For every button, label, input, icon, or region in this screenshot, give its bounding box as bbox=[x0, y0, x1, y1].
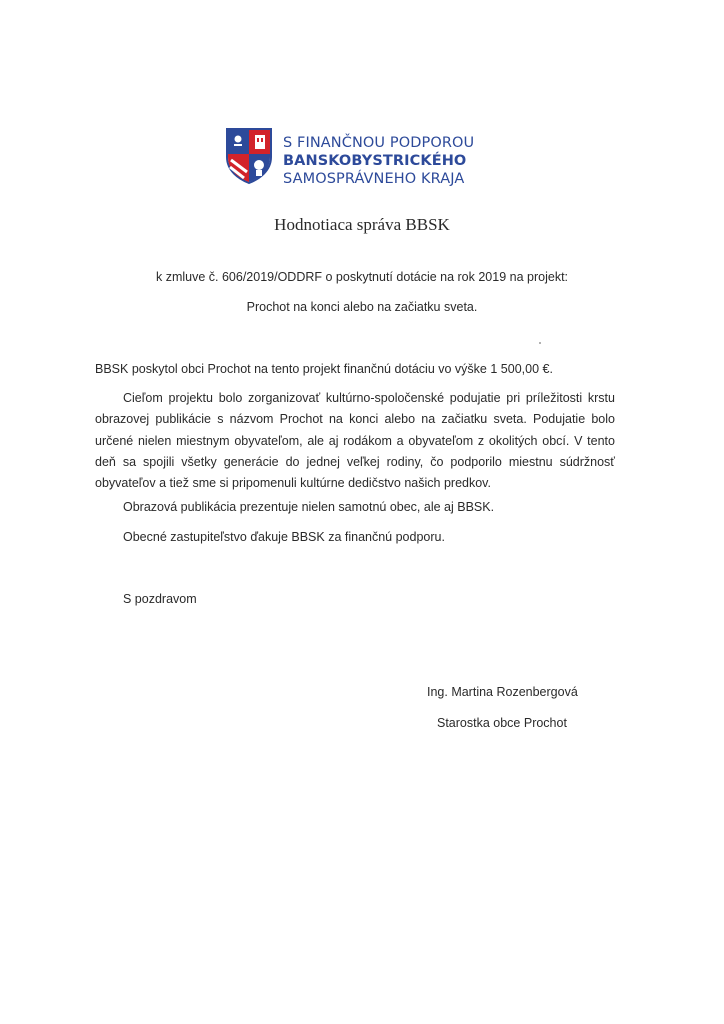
signatory-role: Starostka obce Prochot bbox=[437, 716, 567, 730]
scan-speck bbox=[539, 342, 541, 344]
logo-line-2: BANSKOBYSTRICKÉHO bbox=[283, 153, 467, 169]
paragraph-subsidy: BBSK poskytol obci Prochot na tento projekt finančnú dotáciu vo výške 1 500,00 €. bbox=[95, 362, 553, 376]
logo-line-3: SAMOSPRÁVNEHO KRAJA bbox=[283, 171, 465, 187]
project-name: Prochot na konci alebo na začiatku sveta. bbox=[246, 300, 478, 314]
contract-reference: k zmluve č. 606/2019/ODDRF o poskytnutí dotácie na rok 2019 na projekt: bbox=[155, 270, 569, 284]
region-coat-of-arms-icon bbox=[225, 127, 273, 185]
paragraph-thanks: Obecné zastupiteľstvo ďakuje BBSK za finančnú podporu. bbox=[123, 530, 445, 544]
logo-line-1: S FINANČNOU PODPOROU bbox=[283, 135, 475, 151]
document-title: Hodnotiaca správa BBSK bbox=[274, 215, 450, 234]
signatory-name: Ing. Martina Rozenbergová bbox=[427, 685, 578, 699]
paragraph-publication: Obrazová publikácia prezentuje nielen samotnú obec, ale aj BBSK. bbox=[123, 500, 495, 514]
funding-logo bbox=[225, 127, 474, 188]
logo-text bbox=[283, 134, 474, 188]
paragraph-project-goal: Cieľom projektu bolo zorganizovať kultúrno-spoločenské podujatie pri príležitosti krstu obrazovej publikácie s názvom Prochot na konci alebo na začiatku sveta. Podujatie bolo určené nielen miestnym obyvateľom, ale aj rodákom a obyvateľom z okolitých obcí. V tento deň sa spojili všetky generácie do jednej veľkej rodiny, čo podporilo miestnu súdržnosť obyvateľov a tiež sme si pripomenuli kultúrne dedičstvo našich predkov. bbox=[95, 391, 615, 491]
greeting: S pozdravom bbox=[123, 592, 197, 606]
